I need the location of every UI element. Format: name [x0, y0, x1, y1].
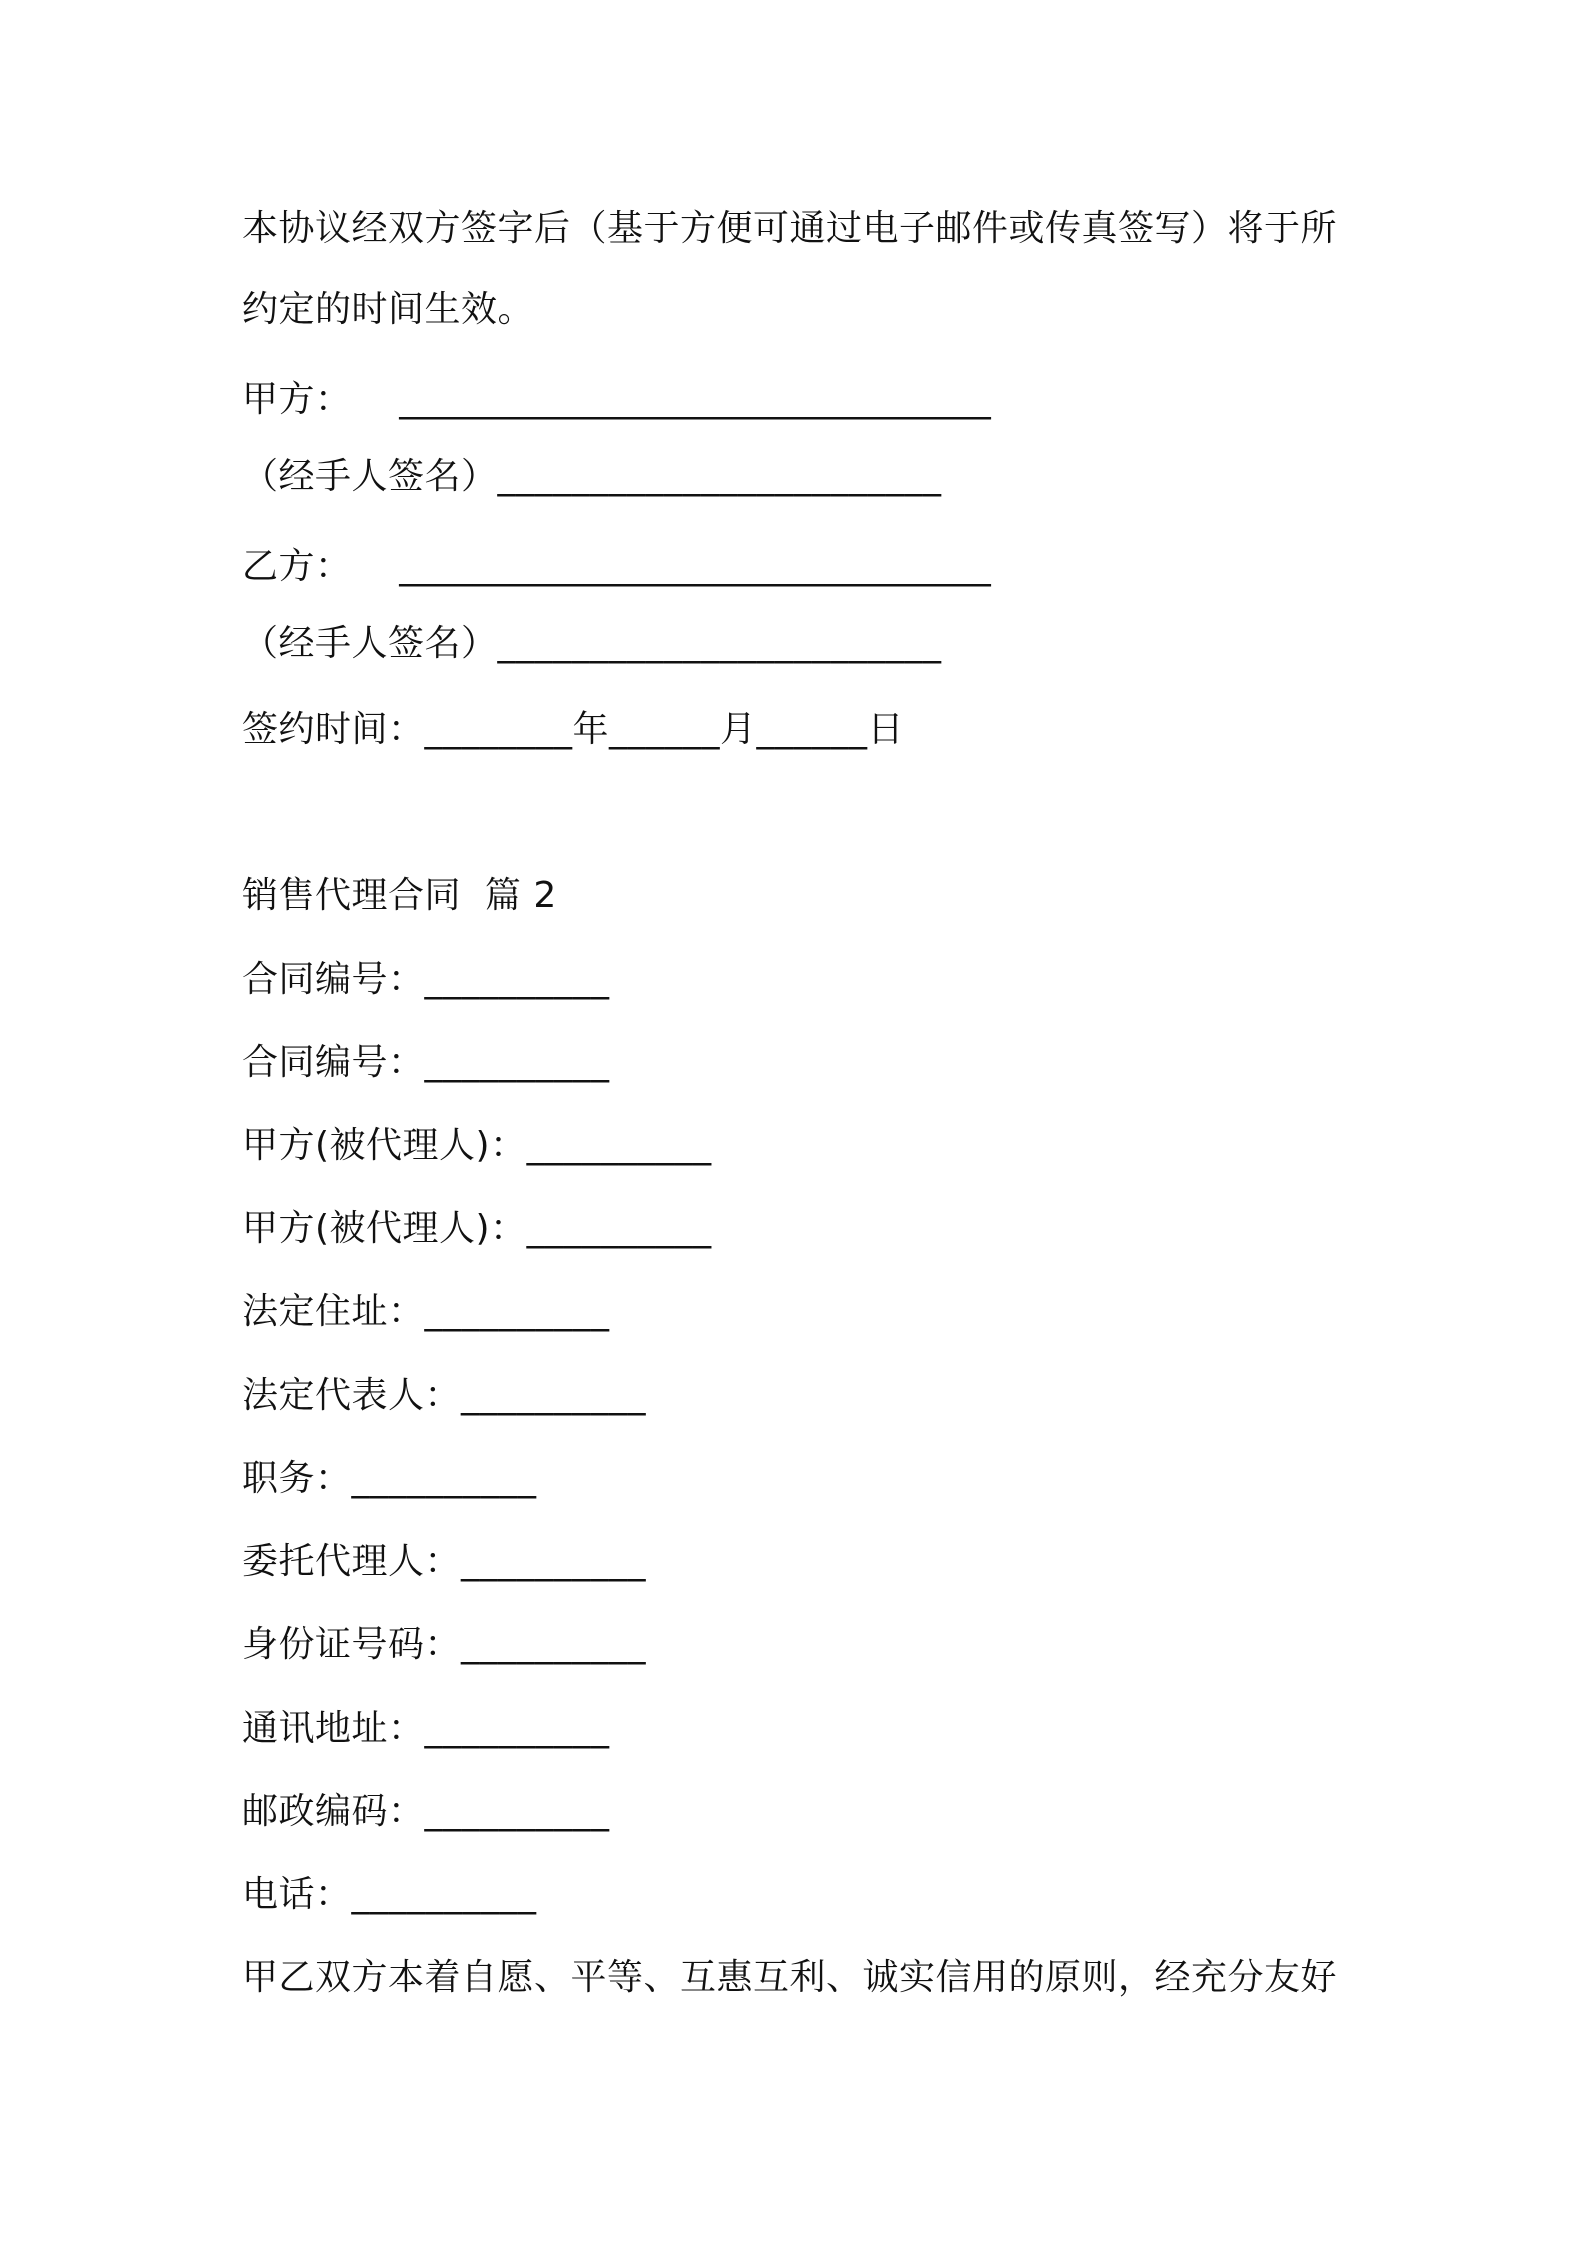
field-line: 职务：__________: [242, 1458, 537, 1499]
intro-line-1: 本协议经双方签字后（基于方便可通过电子邮件或传真签写）将于所: [242, 208, 1338, 249]
field-line: 电话：__________: [242, 1874, 537, 1915]
signing-date-line: 签约时间：________年______月______日: [242, 709, 905, 750]
field-line: 合同编号：__________: [242, 1042, 610, 1083]
field-line: 法定住址：__________: [242, 1291, 610, 1332]
party-a-signature-line: （经手人签名）________________________: [242, 456, 942, 497]
intro-line-2: 约定的时间生效。: [242, 289, 535, 330]
section-title: 销售代理合同 篇 2: [242, 875, 557, 916]
party-b-line: 乙方： ________________________________: [242, 546, 992, 587]
field-line: 法定代表人：__________: [242, 1375, 647, 1416]
party-a-line: 甲方： ________________________________: [242, 379, 992, 420]
field-line: 甲方(被代理人)：__________: [242, 1125, 712, 1166]
field-line: 委托代理人：__________: [242, 1541, 647, 1582]
field-line: 通讯地址：__________: [242, 1708, 610, 1749]
closing-paragraph-line: 甲乙双方本着自愿、平等、互惠互利、诚实信用的原则，经充分友好: [242, 1957, 1338, 1998]
field-line: 甲方(被代理人)：__________: [242, 1208, 712, 1249]
field-line: 邮政编码：__________: [242, 1791, 610, 1832]
field-line: 合同编号：__________: [242, 959, 610, 1000]
party-b-signature-line: （经手人签名）________________________: [242, 623, 942, 664]
field-line: 身份证号码：__________: [242, 1624, 647, 1665]
